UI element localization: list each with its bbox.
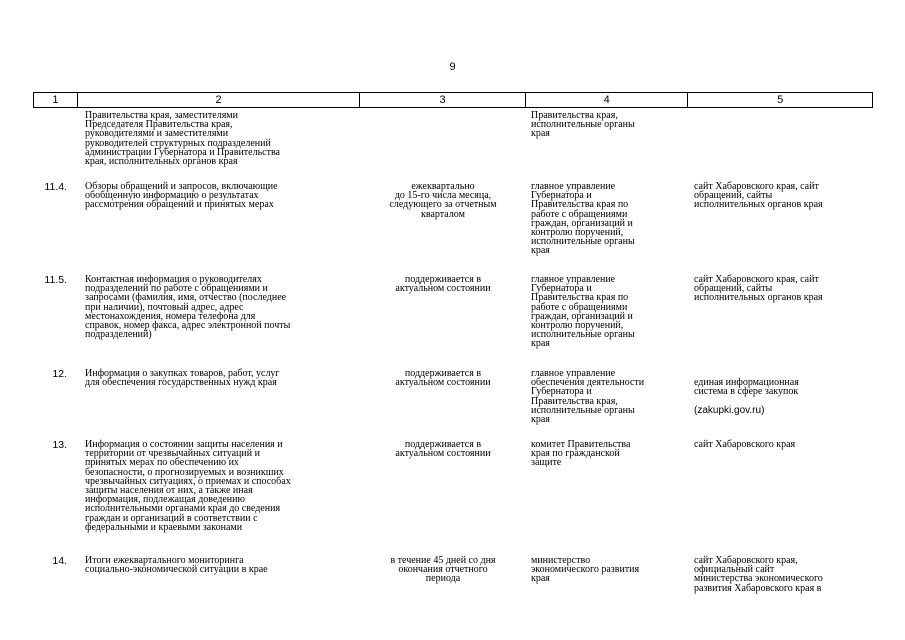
publication-place bbox=[694, 369, 876, 415]
responsible-body: комитет Правительства края по гражданской защите bbox=[531, 439, 631, 469]
update-period: ежеквартально до 15-го числа месяца, следующего за отчетным кварталом bbox=[389, 181, 497, 220]
header-cell-1: 1 bbox=[34, 93, 78, 107]
update-period: поддерживается в актуальном состоянии bbox=[395, 439, 491, 460]
publication-place: сайт Хабаровского края, сайт обращений, сайты исполнительных органов края bbox=[694, 274, 823, 304]
publication-place-text: единая информационная система в сфере закупок bbox=[694, 377, 799, 398]
header-cell-5: 5 bbox=[777, 94, 784, 106]
table-header bbox=[33, 92, 873, 108]
update-period: поддерживается в актуальном состоянии bbox=[395, 368, 491, 389]
update-period: поддерживается в актуальном состоянии bbox=[395, 274, 491, 295]
responsible-body: Правительства края, исполнительные органы края bbox=[531, 110, 635, 140]
info-description: Информация о состоянии защиты населения и территории от чрезвычайных ситуаций и принятых мерах по обеспечению их безопасности, о прогнозируемых и возникших чрезвычайных ситуациях, о приемах и способах защиты населения от них, а также иная информация, подлежащая доведению исполнительными органами края до сведения граждан и организаций в соответствии с федеральными и краевыми законами bbox=[85, 439, 291, 533]
row-number: 12. bbox=[52, 368, 67, 380]
responsible-body: министерство экономического развития края bbox=[531, 555, 640, 585]
row-number: 14. bbox=[52, 555, 67, 567]
responsible-body: главное управление обеспечения деятельности Губернатора и Правительства края, исполнительные органы края bbox=[531, 368, 645, 426]
info-description: Контактная информация о руководителях подразделений по работе с обращениями и запросами (фамилия, имя, отчество (последнее при наличии), почтовый адрес, адрес местонахождения, номера телефона для справок, номер факса, адрес электронной почты подразделений) bbox=[85, 274, 291, 341]
row-number: 11.5. bbox=[44, 274, 67, 286]
info-description: Итоги ежеквартального мониторинга социально-экономической ситуации в крае bbox=[85, 555, 268, 576]
row-number: 11.4. bbox=[44, 181, 67, 193]
publication-place: сайт Хабаровского края bbox=[694, 439, 796, 450]
zakupki-link[interactable]: (zakupki.gov.ru) bbox=[694, 404, 765, 416]
publication-place: сайт Хабаровского края, сайт обращений, сайты исполнительных органов края bbox=[694, 181, 823, 211]
info-description: Правительства края, заместителями Председателя Правительства края, руководителями и заместителями руководителей структурных подразделений администрации Губернатора и Правительства края, исполнительных органов края bbox=[85, 110, 280, 168]
header-cell-3: 3 bbox=[360, 93, 526, 107]
header-cell-2: 2 bbox=[78, 93, 360, 107]
responsible-body: главное управление Губернатора и Правительства края по работе с обращениями граждан, организаций и контролю поручений, исполнительные органы края bbox=[531, 274, 635, 350]
row-number: 13. bbox=[52, 439, 67, 451]
publication-place: сайт Хабаровского края, официальный сайт министерства экономического развития Хабаровского края в bbox=[694, 555, 823, 594]
info-description: Обзоры обращений и запросов, включающие обобщенную информацию о результатах рассмотрения обращений и принятых мерах bbox=[85, 181, 278, 211]
info-description: Информация о закупках товаров, работ, услуг для обеспечения государственных нужд края bbox=[85, 368, 280, 389]
responsible-body: главное управление Губернатора и Правительства края по работе с обращениями граждан, организаций и контролю поручений, исполнительные органы края bbox=[531, 181, 635, 257]
header-cell-4: 4 bbox=[526, 93, 689, 107]
page-number: 9 bbox=[449, 61, 456, 73]
update-period: в течение 45 дней со дня окончания отчетного периода bbox=[390, 555, 496, 585]
